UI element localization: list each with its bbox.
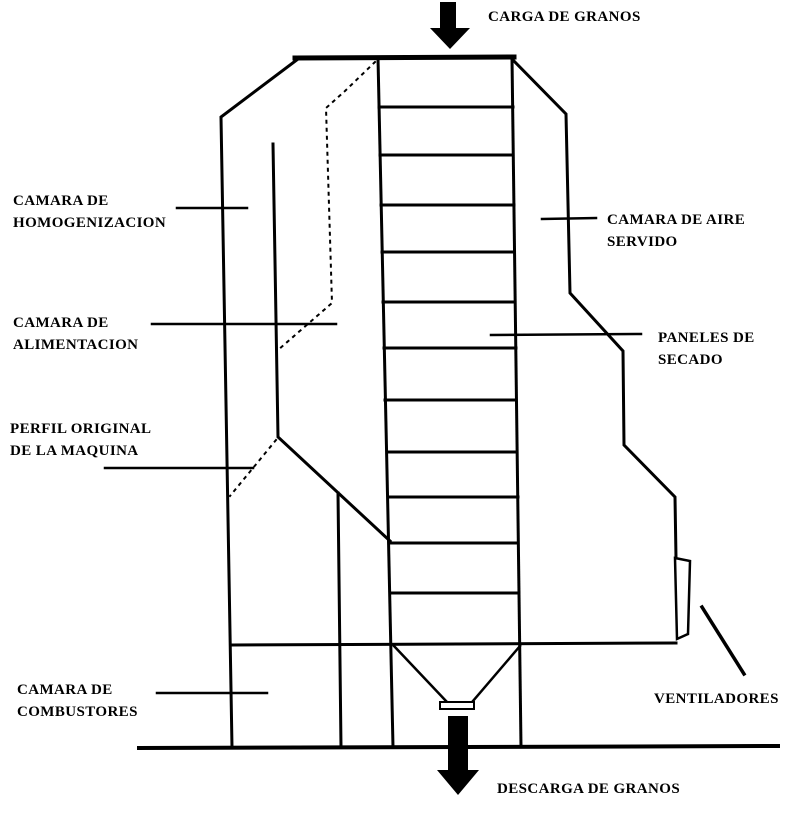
camara-homogenizacion-label <box>13 190 166 234</box>
descarga-de-granos-label: DESCARGA DE GRANOS <box>497 781 681 797</box>
machine-interior-divider <box>338 493 341 747</box>
ventiladores-label: VENTILADORES <box>654 691 779 707</box>
machine-bottom-edge <box>232 643 676 645</box>
ventiladores-callout-line <box>702 607 744 674</box>
funnel-right-slope <box>473 646 520 701</box>
camara-aire-servido-line1: CAMARA DE AIRE <box>607 212 746 228</box>
carga-de-granos-label: CARGA DE GRANOS <box>488 9 641 25</box>
paneles-callout-line <box>491 334 641 335</box>
machine-right-wall <box>512 59 676 558</box>
camara-combustores-label <box>17 679 138 723</box>
machine-outline <box>221 57 690 747</box>
discharge-funnel <box>394 646 520 709</box>
paneles-secado-line1: PANELES DE <box>658 330 755 346</box>
camara-alimentacion-label <box>13 312 138 356</box>
original-profile-dotted-line <box>230 62 375 496</box>
camara-combustores-line2: COMBUSTORES <box>17 704 138 720</box>
camara-combustores-line1: CAMARA DE <box>17 682 113 698</box>
discharge-gate <box>440 702 474 709</box>
camara-homogenizacion-line2: HOMOGENIZACION <box>13 215 167 231</box>
camara-aire-servido-line2: SERVIDO <box>607 234 678 250</box>
camara-aire-servido-label <box>607 209 745 253</box>
perfil-original-line2: DE LA MAQUINA <box>10 443 139 459</box>
profile-dotted-upper <box>278 62 375 350</box>
carga-down-arrow-icon <box>430 2 470 49</box>
aire-servido-callout-line <box>542 218 596 219</box>
descarga-down-arrow-icon <box>437 716 479 795</box>
fan-duct <box>675 558 690 639</box>
funnel-left-slope <box>394 646 446 701</box>
machine-inner-wall <box>273 144 390 541</box>
perfil-original-line1: PERFIL ORIGINAL <box>10 421 152 437</box>
paneles-secado-line2: SECADO <box>658 352 723 368</box>
camara-alimentacion-line2: ALIMENTACION <box>13 337 139 353</box>
camara-alimentacion-line1: CAMARA DE <box>13 315 109 331</box>
perfil-original-label <box>10 418 151 462</box>
drying-panel-lines <box>379 107 519 593</box>
machine-top-edge <box>295 57 514 58</box>
paneles-secado-label <box>658 327 755 371</box>
camara-homogenizacion-line1: CAMARA DE <box>13 193 109 209</box>
